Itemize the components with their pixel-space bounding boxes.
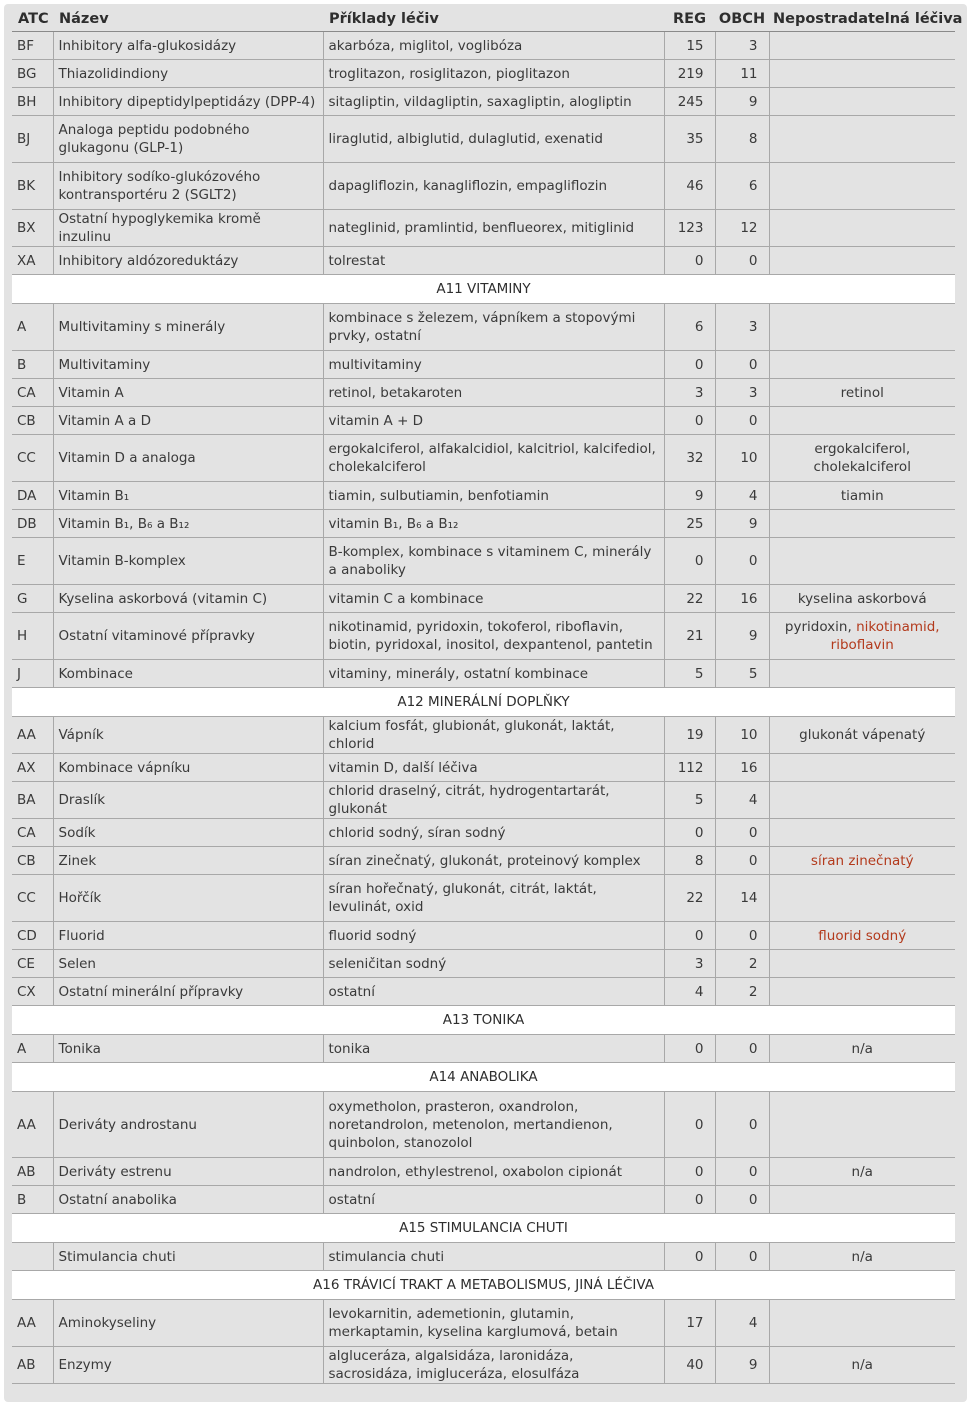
table-row: [12, 978, 955, 1006]
table-row: [12, 510, 955, 538]
cell-reg: 32: [664, 435, 715, 482]
header-atc: ATC: [12, 6, 53, 32]
cell-obch: 14: [715, 875, 769, 922]
cell-examples: tiamin, sulbutiamin, benfotiamin: [323, 482, 664, 510]
cell-obch: 5: [715, 660, 769, 688]
cell-obch: 4: [715, 782, 769, 819]
cell-examples: ostatní: [323, 1186, 664, 1214]
cell-name: Ostatní minerální přípravky: [53, 978, 323, 1006]
cell-essential: [769, 978, 955, 1006]
cell-obch: 3: [715, 32, 769, 60]
cell-atc: AA: [12, 1300, 53, 1347]
cell-name: Ostatní vitaminové přípravky: [53, 613, 323, 660]
cell-examples: fluorid sodný: [323, 922, 664, 950]
cell-essential: [769, 717, 955, 754]
cell-reg: 6: [664, 304, 715, 351]
cell-obch: 2: [715, 950, 769, 978]
cell-atc: CB: [12, 407, 53, 435]
cell-examples: síran hořečnatý, glukonát, citrát, laktát, levulinát, oxid: [323, 875, 664, 922]
cell-name: Vitamin B₁, B₆ a B₁₂: [53, 510, 323, 538]
cell-reg: 22: [664, 585, 715, 613]
cell-obch: 9: [715, 510, 769, 538]
cell-name: Deriváty androstanu: [53, 1092, 323, 1158]
cell-examples: vitamin C a kombinace: [323, 585, 664, 613]
cell-examples: vitaminy, minerály, ostatní kombinace: [323, 660, 664, 688]
section-header-row: [12, 1271, 955, 1300]
cell-examples: tonika: [323, 1035, 664, 1063]
cell-reg: 19: [664, 717, 715, 754]
cell-essential: [769, 950, 955, 978]
cell-obch: 0: [715, 819, 769, 847]
cell-reg: 123: [664, 210, 715, 247]
table-row: [12, 538, 955, 585]
header-essential: Nepostradatelná léčiva: [769, 6, 955, 32]
table-row: [12, 1300, 955, 1347]
cell-essential: [769, 435, 955, 482]
table-row: [12, 782, 955, 819]
cell-essential: [769, 1186, 955, 1214]
cell-examples: vitamin A + D: [323, 407, 664, 435]
table-row: [12, 950, 955, 978]
cell-name: Inhibitory aldózoreduktázy: [53, 247, 323, 275]
cell-reg: 40: [664, 1347, 715, 1384]
cell-reg: 35: [664, 116, 715, 163]
cell-examples: vitamin D, další léčiva: [323, 754, 664, 782]
cell-essential: [769, 819, 955, 847]
cell-name: Vitamin D a analoga: [53, 435, 323, 482]
cell-reg: 5: [664, 660, 715, 688]
cell-reg: 8: [664, 847, 715, 875]
cell-reg: 3: [664, 379, 715, 407]
table-row: [12, 875, 955, 922]
cell-obch: 0: [715, 351, 769, 379]
cell-essential: [769, 163, 955, 210]
cell-essential: [769, 304, 955, 351]
cell-obch: 10: [715, 435, 769, 482]
essential-text: pyridoxin,: [784, 619, 852, 635]
cell-atc: AB: [12, 1158, 53, 1186]
cell-examples: kombinace s železem, vápníkem a stopovými prvky, ostatní: [323, 304, 664, 351]
cell-reg: 17: [664, 1300, 715, 1347]
cell-reg: 22: [664, 875, 715, 922]
cell-name: Selen: [53, 950, 323, 978]
cell-name: Vitamin A: [53, 379, 323, 407]
essential-text: tiamin: [840, 487, 884, 504]
cell-name: Zinek: [53, 847, 323, 875]
cell-examples: stimulancia chuti: [323, 1243, 664, 1271]
cell-reg: 0: [664, 407, 715, 435]
essential-highlight-text: síran zinečnatý: [810, 852, 914, 869]
cell-name: Inhibitory sodíko-glukózového kontransportéru 2 (SGLT2): [53, 163, 323, 210]
header-examples: Příklady léčiv: [323, 6, 664, 32]
cell-obch: 9: [715, 88, 769, 116]
cell-atc: BJ: [12, 116, 53, 163]
cell-obch: 0: [715, 538, 769, 585]
cell-obch: 9: [715, 613, 769, 660]
section-title: A14 ANABOLIKA: [12, 1063, 955, 1092]
cell-obch: 6: [715, 163, 769, 210]
table-row: [12, 435, 955, 482]
cell-obch: 8: [715, 116, 769, 163]
table-row: [12, 482, 955, 510]
cell-obch: 10: [715, 717, 769, 754]
cell-name: Vitamin B-komplex: [53, 538, 323, 585]
section-header-row: [12, 688, 955, 717]
cell-essential: [769, 1300, 955, 1347]
cell-obch: 0: [715, 247, 769, 275]
cell-essential: [769, 585, 955, 613]
cell-essential: [769, 782, 955, 819]
cell-essential: [769, 538, 955, 585]
table-row: [12, 88, 955, 116]
essential-text: kyselina askorbová: [797, 590, 927, 607]
cell-reg: 0: [664, 922, 715, 950]
cell-atc: BK: [12, 163, 53, 210]
table-row: [12, 247, 955, 275]
cell-obch: 0: [715, 922, 769, 950]
essential-highlight-text: nikotinamid, riboflavin: [830, 619, 940, 653]
cell-examples: levokarnitin, ademetionin, glutamin, merkaptamin, kyselina karglumová, betain: [323, 1300, 664, 1347]
cell-examples: dapagliflozin, kanagliflozin, empagliflozin: [323, 163, 664, 210]
table-row: [12, 847, 955, 875]
cell-reg: 21: [664, 613, 715, 660]
cell-reg: 219: [664, 60, 715, 88]
header-name: Název: [53, 6, 323, 32]
cell-obch: 4: [715, 482, 769, 510]
cell-name: Analoga peptidu podobného glukagonu (GLP-1): [53, 116, 323, 163]
cell-examples: nikotinamid, pyridoxin, tokoferol, riboflavin, biotin, pyridoxal, inositol, dexpantenol, pantetin: [323, 613, 664, 660]
cell-obch: 0: [715, 847, 769, 875]
cell-essential: [769, 60, 955, 88]
cell-reg: 0: [664, 1243, 715, 1271]
cell-atc: B: [12, 351, 53, 379]
cell-atc: CX: [12, 978, 53, 1006]
cell-essential: [769, 88, 955, 116]
cell-atc: A: [12, 1035, 53, 1063]
section-title: A11 VITAMINY: [12, 275, 955, 304]
cell-examples: oxymetholon, prasteron, oxandrolon, noretandrolon, metenolon, mertandienon, quinbolon, stanozolol: [323, 1092, 664, 1158]
atc-table: [12, 6, 963, 1384]
cell-name: Inhibitory alfa-glukosidázy: [53, 32, 323, 60]
essential-highlight-text: fluorid sodný: [818, 927, 907, 944]
cell-name: Hořčík: [53, 875, 323, 922]
table-row: [12, 1092, 955, 1158]
cell-obch: 2: [715, 978, 769, 1006]
cell-atc: DA: [12, 482, 53, 510]
cell-atc: G: [12, 585, 53, 613]
cell-reg: 5: [664, 782, 715, 819]
table-row: [12, 1158, 955, 1186]
cell-obch: 0: [715, 1158, 769, 1186]
table-row: [12, 407, 955, 435]
essential-text: ergokalciferol, cholekalciferol: [813, 441, 911, 475]
essential-text: n/a: [851, 1040, 873, 1057]
section-title: A12 MINERÁLNÍ DOPLŇKY: [12, 688, 955, 717]
cell-reg: 0: [664, 1158, 715, 1186]
cell-atc: BA: [12, 782, 53, 819]
cell-obch: 0: [715, 1186, 769, 1214]
table-row: [12, 660, 955, 688]
cell-essential: [769, 407, 955, 435]
cell-reg: 0: [664, 819, 715, 847]
table-row: [12, 60, 955, 88]
table-row: [12, 1347, 955, 1384]
cell-examples: síran zinečnatý, glukonát, proteinový komplex: [323, 847, 664, 875]
cell-atc: J: [12, 660, 53, 688]
cell-obch: 0: [715, 1092, 769, 1158]
table-row: [12, 613, 955, 660]
table-row: [12, 304, 955, 351]
cell-name: Multivitaminy: [53, 351, 323, 379]
cell-obch: 16: [715, 754, 769, 782]
section-title: A15 STIMULANCIA CHUTI: [12, 1214, 955, 1243]
cell-essential: [769, 247, 955, 275]
cell-atc: E: [12, 538, 53, 585]
section-header-row: [12, 1006, 955, 1035]
cell-name: Vápník: [53, 717, 323, 754]
cell-name: Multivitaminy s minerály: [53, 304, 323, 351]
cell-name: Thiazolidindiony: [53, 60, 323, 88]
cell-atc: B: [12, 1186, 53, 1214]
cell-atc: AA: [12, 717, 53, 754]
cell-name: Stimulancia chuti: [53, 1243, 323, 1271]
cell-name: Draslík: [53, 782, 323, 819]
cell-essential: [769, 1243, 955, 1271]
cell-atc: CA: [12, 379, 53, 407]
cell-reg: 3: [664, 950, 715, 978]
cell-examples: alglucerázа, algalsidáza, laronidáza, sacrosidáza, imiglucerázа, elosulfáza: [323, 1347, 664, 1384]
cell-name: Kyselina askorbová (vitamin C): [53, 585, 323, 613]
cell-atc: BG: [12, 60, 53, 88]
cell-reg: 9: [664, 482, 715, 510]
essential-text: n/a: [851, 1163, 873, 1180]
cell-atc: BF: [12, 32, 53, 60]
cell-essential: [769, 379, 955, 407]
section-header-row: [12, 275, 955, 304]
cell-obch: 0: [715, 407, 769, 435]
cell-essential: [769, 754, 955, 782]
cell-examples: sitagliptin, vildagliptin, saxagliptin, alogliptin: [323, 88, 664, 116]
cell-essential: [769, 1158, 955, 1186]
essential-text: n/a: [851, 1248, 873, 1265]
cell-reg: 25: [664, 510, 715, 538]
cell-examples: nateglinid, pramlintid, benflueorex, mitiglinid: [323, 210, 664, 247]
cell-atc: CC: [12, 875, 53, 922]
cell-atc: DB: [12, 510, 53, 538]
table-row: [12, 754, 955, 782]
cell-essential: [769, 1092, 955, 1158]
table-row: [12, 32, 955, 60]
cell-reg: 0: [664, 1092, 715, 1158]
cell-obch: 12: [715, 210, 769, 247]
cell-atc: BH: [12, 88, 53, 116]
cell-obch: 3: [715, 379, 769, 407]
cell-name: Fluorid: [53, 922, 323, 950]
cell-essential: [769, 32, 955, 60]
cell-examples: B-komplex, kombinace s vitaminem C, minerály a anaboliky: [323, 538, 664, 585]
cell-obch: 11: [715, 60, 769, 88]
cell-atc: H: [12, 613, 53, 660]
cell-atc: CD: [12, 922, 53, 950]
cell-essential: [769, 875, 955, 922]
cell-name: Ostatní hypoglykemika kromě inzulinu: [53, 210, 323, 247]
cell-essential: [769, 482, 955, 510]
cell-reg: 0: [664, 538, 715, 585]
cell-name: Deriváty estrenu: [53, 1158, 323, 1186]
cell-essential: [769, 922, 955, 950]
cell-essential: [769, 613, 955, 660]
cell-essential: [769, 847, 955, 875]
section-header-row: [12, 1214, 955, 1243]
cell-atc: BX: [12, 210, 53, 247]
cell-name: Inhibitory dipeptidylpeptidázy (DPP-4): [53, 88, 323, 116]
cell-reg: 0: [664, 1035, 715, 1063]
cell-examples: nandrolon, ethylestrenol, oxabolon cipionát: [323, 1158, 664, 1186]
cell-atc: CB: [12, 847, 53, 875]
cell-essential: [769, 210, 955, 247]
section-title: A16 TRÁVICÍ TRAKT A METABOLISMUS, JINÁ LÉČIVA: [12, 1271, 955, 1300]
cell-examples: akarbóza, miglitol, voglibóza: [323, 32, 664, 60]
cell-atc: AX: [12, 754, 53, 782]
cell-atc: CA: [12, 819, 53, 847]
cell-obch: 3: [715, 304, 769, 351]
cell-atc: CE: [12, 950, 53, 978]
cell-obch: 4: [715, 1300, 769, 1347]
table-row: [12, 819, 955, 847]
cell-essential: [769, 1347, 955, 1384]
cell-essential: [769, 351, 955, 379]
cell-essential: [769, 510, 955, 538]
cell-examples: multivitaminy: [323, 351, 664, 379]
table-row: [12, 210, 955, 247]
cell-name: Ostatní anabolika: [53, 1186, 323, 1214]
cell-atc: AB: [12, 1347, 53, 1384]
table-row: [12, 351, 955, 379]
cell-name: Kombinace vápníku: [53, 754, 323, 782]
cell-reg: 0: [664, 1186, 715, 1214]
cell-essential: [769, 660, 955, 688]
cell-examples: tolrestat: [323, 247, 664, 275]
table-row: [12, 1243, 955, 1271]
table-row: [12, 585, 955, 613]
cell-name: Aminokyseliny: [53, 1300, 323, 1347]
cell-reg: 4: [664, 978, 715, 1006]
cell-examples: liraglutid, albiglutid, dulaglutid, exenatid: [323, 116, 664, 163]
cell-atc: A: [12, 304, 53, 351]
table-row: [12, 717, 955, 754]
cell-examples: ergokalciferol, alfakalcidiol, kalcitriol, kalcifediol, cholekalciferol: [323, 435, 664, 482]
cell-examples: kalcium fosfát, glubionát, glukonát, laktát, chlorid: [323, 717, 664, 754]
essential-text: retinol: [840, 384, 884, 401]
essential-text: n/a: [851, 1357, 873, 1373]
cell-examples: seleničitan sodný: [323, 950, 664, 978]
cell-name: Vitamin A a D: [53, 407, 323, 435]
cell-obch: 16: [715, 585, 769, 613]
header-row: [12, 6, 955, 32]
header-obch: OBCH: [715, 6, 769, 32]
cell-examples: chlorid draselný, citrát, hydrogentartarát, glukonát: [323, 782, 664, 819]
cell-examples: troglitazon, rosiglitazon, pioglitazon: [323, 60, 664, 88]
cell-examples: vitamin B₁, B₆ a B₁₂: [323, 510, 664, 538]
section-title: A13 TONIKA: [12, 1006, 955, 1035]
cell-examples: chlorid sodný, síran sodný: [323, 819, 664, 847]
table-row: [12, 1035, 955, 1063]
table-row: [12, 163, 955, 210]
cell-obch: 9: [715, 1347, 769, 1384]
table-row: [12, 379, 955, 407]
cell-atc: [12, 1243, 53, 1271]
cell-reg: 15: [664, 32, 715, 60]
section-header-row: [12, 1063, 955, 1092]
table-row: [12, 116, 955, 163]
cell-atc: XA: [12, 247, 53, 275]
cell-reg: 0: [664, 351, 715, 379]
cell-reg: 46: [664, 163, 715, 210]
cell-essential: [769, 116, 955, 163]
essential-text: glukonát vápenatý: [799, 727, 926, 743]
header-reg: REG: [664, 6, 715, 32]
cell-name: Sodík: [53, 819, 323, 847]
table-row: [12, 922, 955, 950]
cell-reg: 245: [664, 88, 715, 116]
cell-examples: ostatní: [323, 978, 664, 1006]
cell-reg: 112: [664, 754, 715, 782]
cell-obch: 0: [715, 1035, 769, 1063]
cell-name: Enzymy: [53, 1347, 323, 1384]
cell-atc: CC: [12, 435, 53, 482]
cell-atc: AA: [12, 1092, 53, 1158]
cell-examples: retinol, betakaroten: [323, 379, 664, 407]
cell-essential: [769, 1035, 955, 1063]
cell-reg: 0: [664, 247, 715, 275]
cell-obch: 0: [715, 1243, 769, 1271]
cell-name: Vitamin B₁: [53, 482, 323, 510]
cell-name: Tonika: [53, 1035, 323, 1063]
cell-name: Kombinace: [53, 660, 323, 688]
table-row: [12, 1186, 955, 1214]
